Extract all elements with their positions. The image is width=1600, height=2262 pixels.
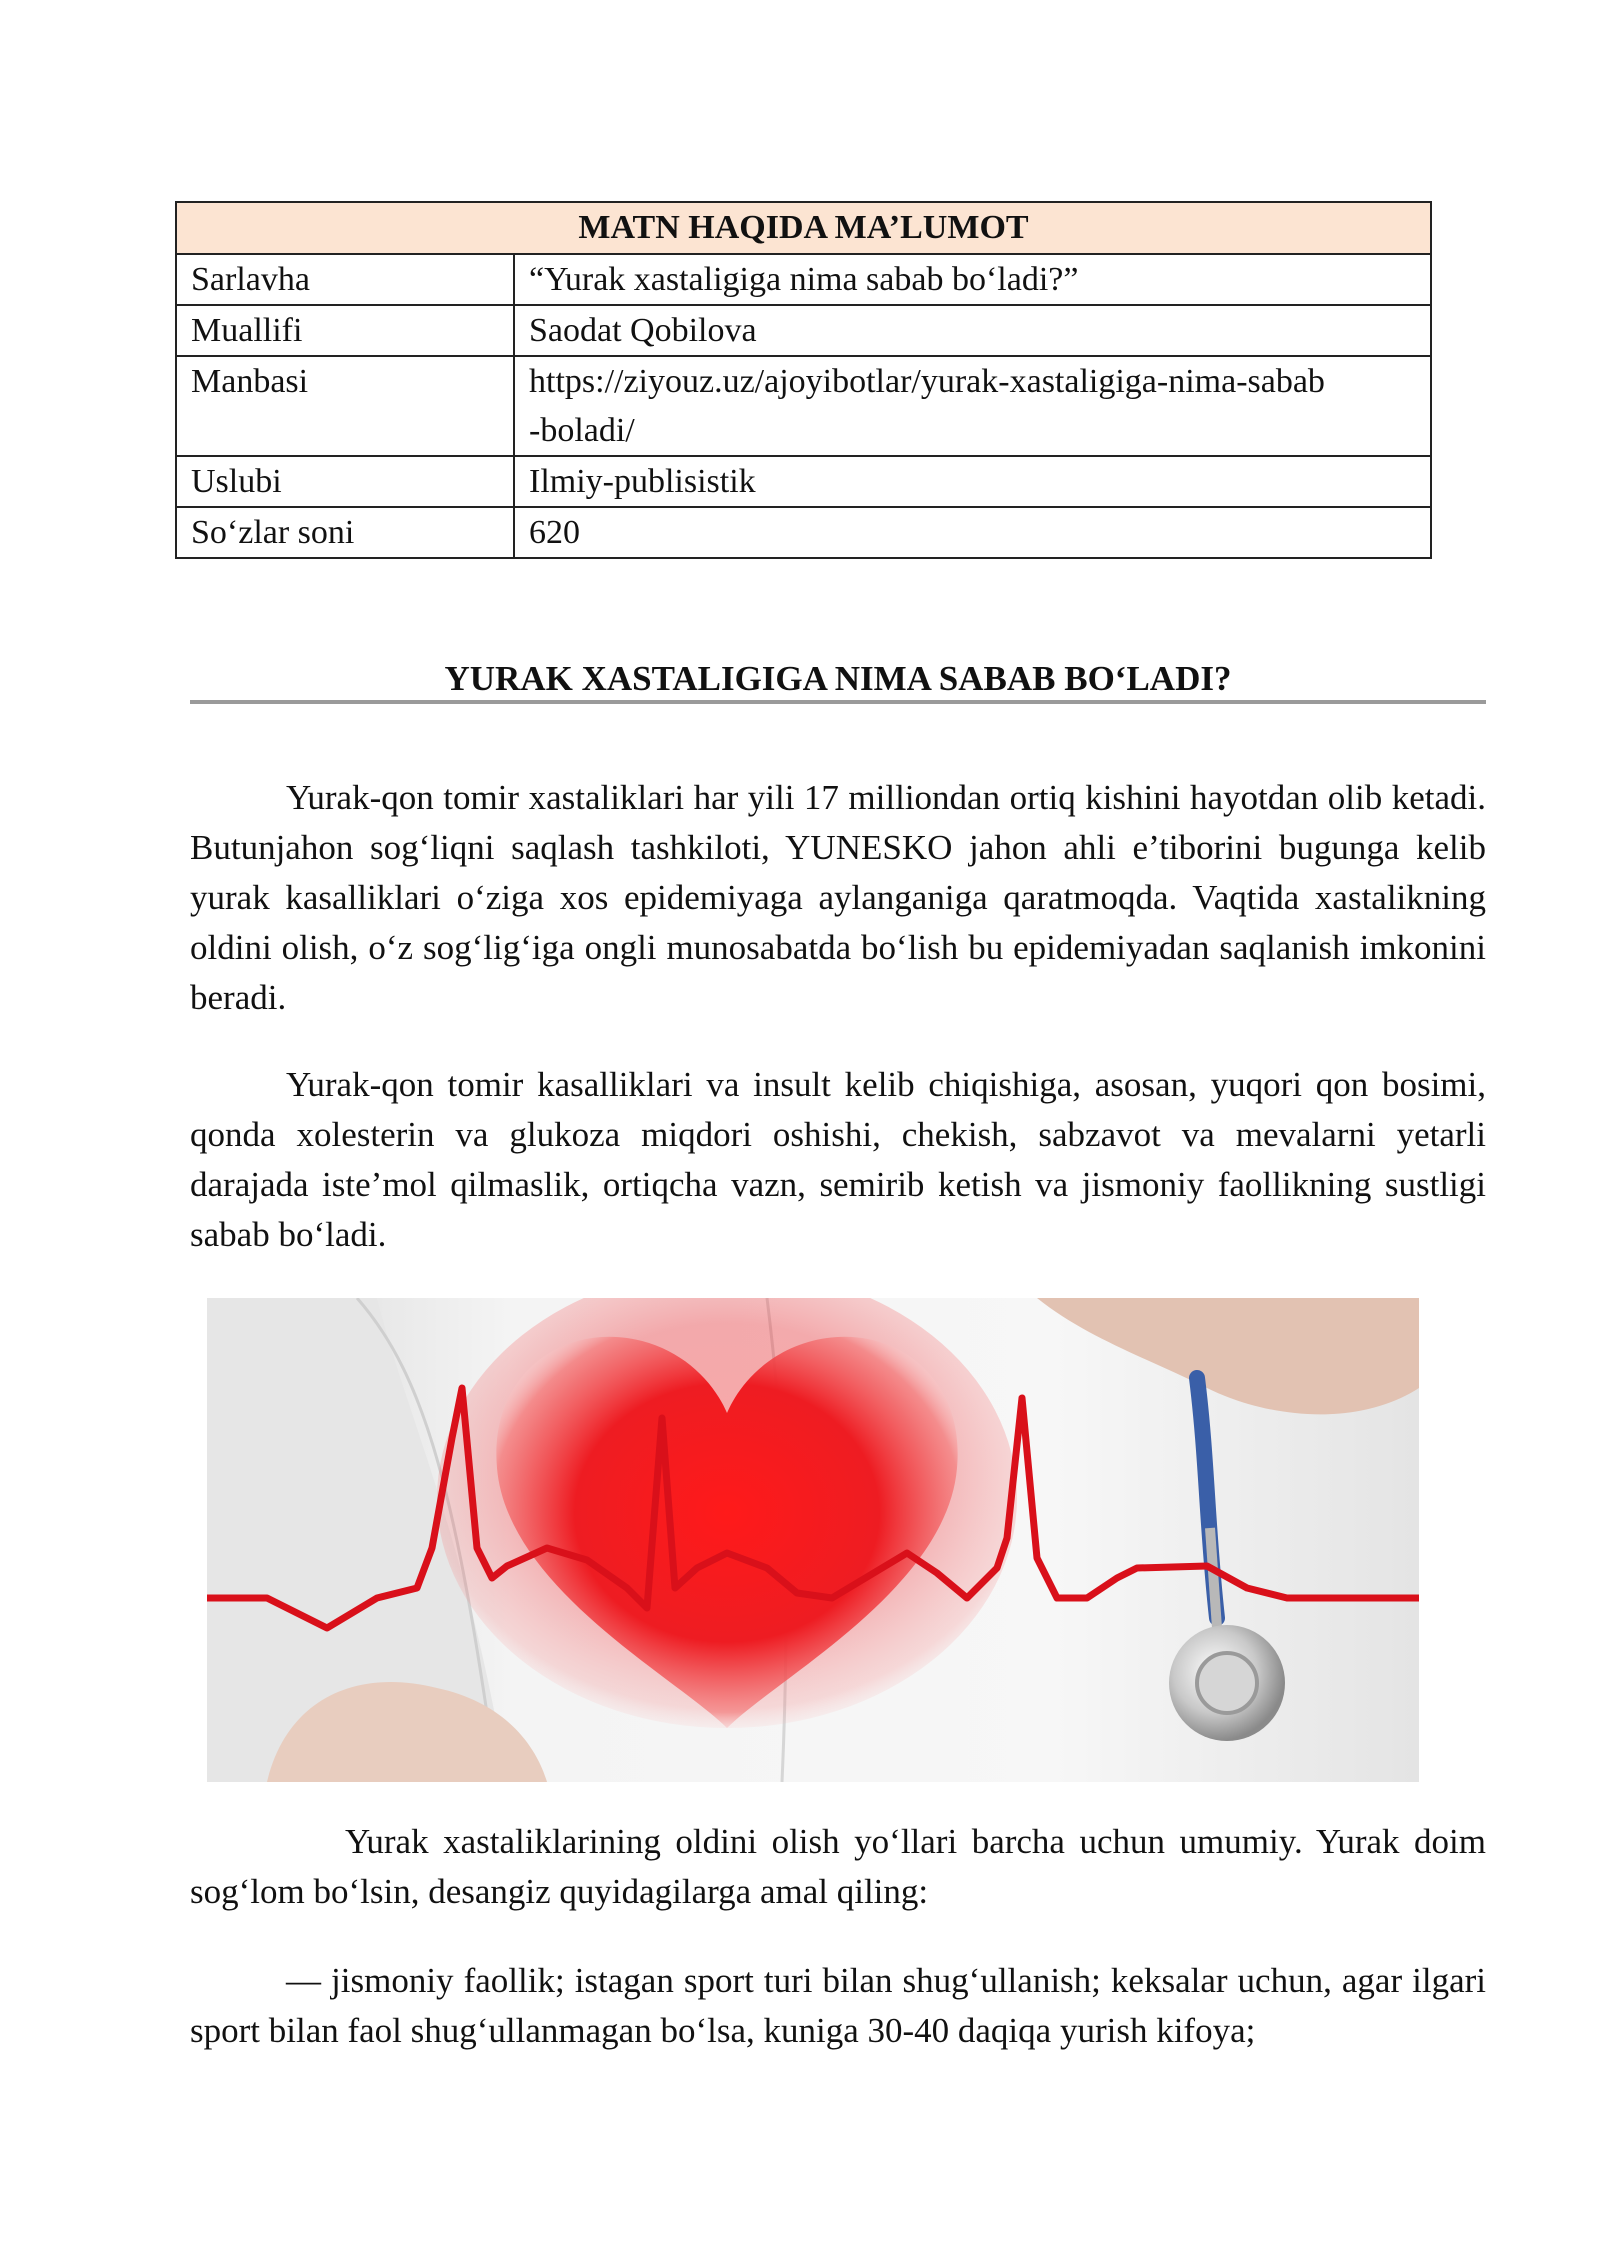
row-label: Uslubi [176,456,514,507]
table-row [176,456,1431,507]
text-info-table [175,201,1432,559]
article-title: YURAK XASTALIGIGA NIMA SABAB BO‘LADI? [444,659,1232,698]
paragraph-3: Yurak xastaliklarining oldini olish yo‘llari barcha uchun umumiy. Yurak doim sog‘lom bo‘lsin, desangiz quyidagilarga amal qiling: [190,1822,1486,1911]
source-link[interactable]: https://ziyouz.uz/ajoyibotlar/yurak-xastaligiga-nima-sabab-boladi/ [514,356,1431,456]
row-label: So‘zlar soni [176,507,514,558]
row-label: Manbasi [176,356,514,456]
heart-ecg-illustration [207,1298,1419,1782]
table-row [176,356,1431,456]
title-divider [190,700,1486,704]
row-label: Muallifi [176,305,514,356]
paragraph-4: — jismoniy faollik; istagan sport turi bilan shug‘ullanish; keksalar uchun, agar ilgari sport bilan faol shug‘ullanmagan bo‘lsa, kuniga 30-40 daqiqa yurish kifoya; [190,1961,1486,2050]
paragraph-1: Yurak-qon tomir xastaliklari har yili 17 milliondan ortiq kishini hayotdan olib ketadi. Butunjahon sog‘liqni saqlash tashkiloti, YUNESKO jahon ahli e’tiborini bugunga kelib yurak kasalliklari o‘ziga xos epidemiyaga aylanganiga qaratmoqda. Vaqtida xastalikning oldini olish, o‘z sog‘lig‘iga ongli munosabatda bo‘lish bu epidemiyadan saqlanish imkonini beradi. [190,778,1486,1017]
row-value: “Yurak xastaligiga nima sabab bo‘ladi?” [514,254,1431,305]
paragraph-2: Yurak-qon tomir kasalliklari va insult kelib chiqishiga, asosan, yuqori qon bosimi, qonda xolesterin va glukoza miqdori oshishi, chekish, sabzavot va mevalarni yetarli darajada iste’mol qilmaslik, ortiqcha vazn, semirib ketish va jismoniy faollikning sustligi sabab bo‘ladi. [190,1065,1486,1254]
row-label: Sarlavha [176,254,514,305]
row-value: Ilmiy-publisistik [514,456,1431,507]
table-row [176,305,1431,356]
table-row [176,254,1431,305]
table-header: MATN HAQIDA MA’LUMOT [176,202,1431,254]
row-value: 620 [514,507,1431,558]
table-row [176,507,1431,558]
heart-ecg-stethoscope-icon [207,1298,1419,1782]
row-value: Saodat Qobilova [514,305,1431,356]
